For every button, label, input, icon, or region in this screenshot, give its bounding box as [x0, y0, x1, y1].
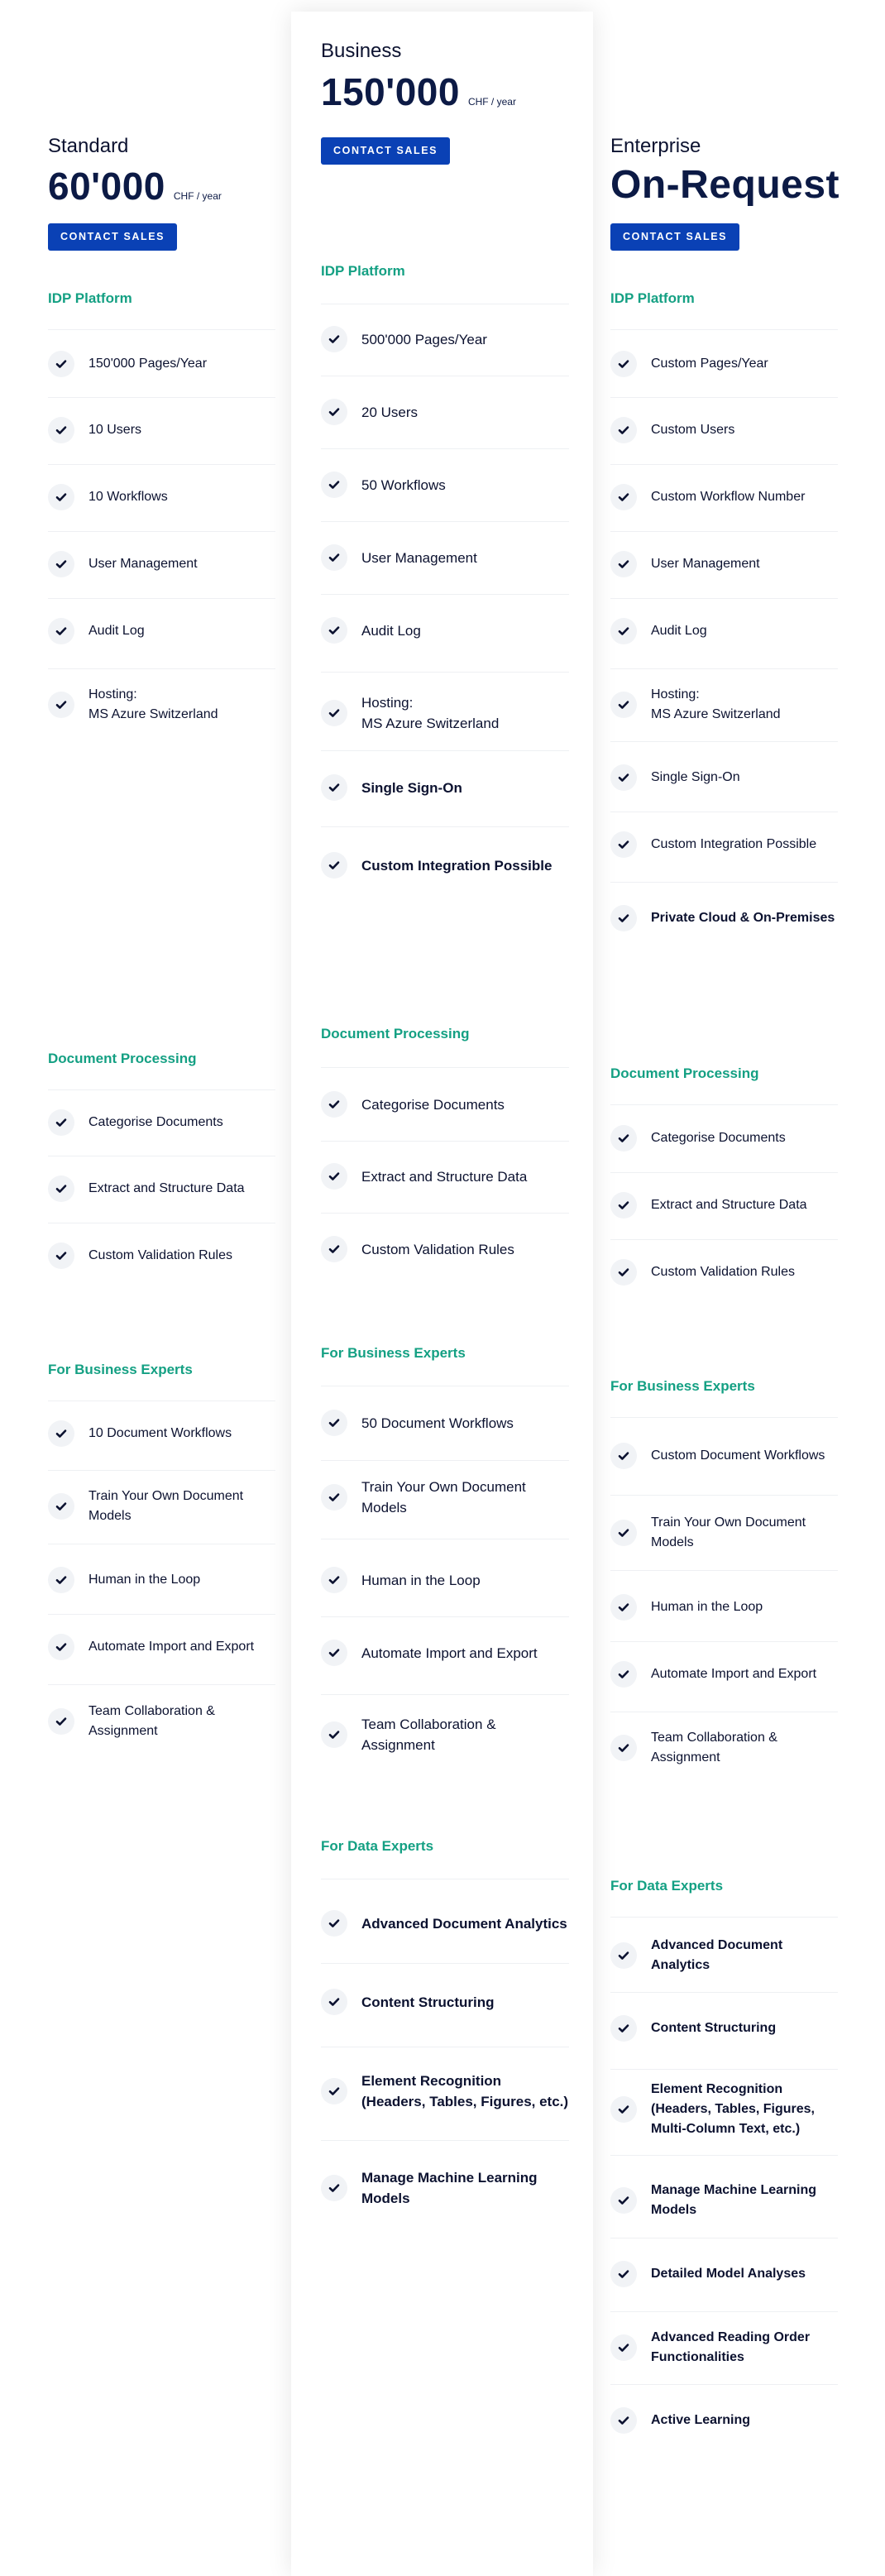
check-icon: [610, 2015, 637, 2042]
feature-label: Private Cloud & On-Premises: [651, 911, 835, 925]
feature-item: [321, 1898, 569, 1948]
feature-item: [610, 405, 838, 455]
divider: [321, 2140, 569, 2141]
feature-item: [321, 314, 569, 364]
feature-item: [48, 1098, 275, 1147]
check-icon: [610, 1192, 637, 1219]
divider: [610, 1641, 838, 1642]
feature-item: [321, 1152, 569, 1201]
feature-label: Train Your Own Document Models: [88, 1489, 244, 1523]
feature-item: [48, 1697, 275, 1746]
feature-item: [48, 606, 275, 656]
feature-item: [321, 2163, 569, 2213]
divider: [321, 1141, 569, 1142]
check-icon: [321, 700, 347, 726]
feature-item: [321, 1710, 569, 1760]
divider: [610, 1104, 838, 1105]
check-icon: [610, 905, 637, 931]
divider: [610, 1917, 838, 1918]
divider: [610, 1417, 838, 1418]
feature-label: Custom Document Workflows: [651, 1448, 825, 1463]
feature-item: [321, 688, 569, 738]
price-row: [610, 162, 840, 208]
feature-label-line: Hosting:: [651, 687, 700, 701]
feature-label: 10 Users: [88, 423, 142, 437]
check-icon: [48, 1420, 74, 1447]
feature-item: [48, 1409, 275, 1458]
feature-item: [610, 680, 838, 730]
check-icon: [610, 692, 637, 718]
divider: [321, 1213, 569, 1214]
feature-label: Custom Validation Rules: [88, 1248, 233, 1262]
feature-item: [610, 2396, 838, 2445]
divider: [48, 668, 275, 669]
divider: [610, 464, 838, 465]
feature-label: Human in the Loop: [651, 1600, 763, 1614]
section-heading-document-processing: Document Processing: [48, 1051, 197, 1066]
feature-label: Advanced Reading Order Functionalities: [651, 2330, 811, 2364]
feature-label: User Management: [88, 557, 198, 571]
feature-item: [610, 1247, 838, 1297]
check-icon: [48, 1243, 74, 1269]
check-icon: [610, 484, 637, 510]
feature-label: Extract and Structure Data: [88, 1181, 245, 1195]
check-icon: [321, 1567, 347, 1593]
check-icon: [321, 1091, 347, 1118]
section-heading-document-processing: Document Processing: [610, 1065, 759, 1081]
check-icon: [48, 551, 74, 577]
feature-label: 50 Document Workflows: [361, 1415, 514, 1431]
check-icon: [610, 1942, 637, 1969]
feature-label: Content Structuring: [361, 1994, 495, 2010]
contact-sales-button-standard[interactable]: CONTACT SALES: [48, 223, 177, 251]
feature-label: [361, 692, 499, 734]
feature-label: Extract and Structure Data: [651, 1198, 807, 1212]
check-icon: [321, 1721, 347, 1748]
divider: [321, 750, 569, 751]
check-icon: [321, 1236, 347, 1262]
check-icon: [610, 618, 637, 644]
divider: [610, 531, 838, 532]
divider: [321, 594, 569, 595]
divider: [48, 1684, 275, 1685]
feature-item: [321, 533, 569, 582]
check-icon: [48, 1708, 74, 1735]
divider: [610, 1239, 838, 1240]
price-row: [48, 164, 222, 208]
feature-label: Custom Integration Possible: [651, 837, 817, 851]
divider: [321, 1963, 569, 1964]
feature-item: [610, 339, 838, 389]
check-icon: [321, 617, 347, 644]
check-icon: [48, 417, 74, 443]
check-icon: [610, 2261, 637, 2287]
divider: [610, 1495, 838, 1496]
feature-item: [610, 2176, 838, 2225]
check-icon: [321, 2078, 347, 2104]
feature-label: Audit Log: [88, 624, 145, 638]
feature-item: [610, 539, 838, 589]
feature-label-line: MS Azure Switzerland: [361, 716, 500, 731]
plan-title: Business: [321, 40, 402, 62]
feature-item: [321, 1555, 569, 1605]
check-icon: [48, 692, 74, 718]
price-unit: CHF / year: [467, 96, 516, 108]
feature-label: Advanced Document Analytics: [651, 1938, 783, 1972]
feature-item: [321, 1628, 569, 1678]
divider: [321, 1616, 569, 1617]
check-icon: [321, 399, 347, 425]
check-icon: [610, 831, 637, 858]
feature-label: Custom Validation Rules: [651, 1265, 796, 1279]
divider: [321, 672, 569, 673]
feature-label-line: MS Azure Switzerland: [88, 707, 218, 721]
feature-label: [651, 685, 781, 725]
feature-label: Element Recognition (Headers, Tables, Figures, etc.): [361, 2073, 569, 2109]
feature-item: [321, 1080, 569, 1129]
feature-item: [610, 1508, 838, 1558]
feature-item: [321, 2066, 569, 2116]
feature-label: Custom Pages/Year: [651, 357, 768, 371]
feature-label-line: Hosting:: [361, 695, 414, 711]
divider: [610, 882, 838, 883]
check-icon: [321, 1484, 347, 1511]
feature-label: Team Collaboration & Assignment: [88, 1704, 215, 1738]
divider: [48, 1614, 275, 1615]
check-icon: [321, 472, 347, 498]
feature-label: Team Collaboration & Assignment: [361, 1717, 496, 1753]
check-icon: [48, 351, 74, 377]
feature-label: Content Structuring: [651, 2021, 777, 2035]
plan-title: Enterprise: [610, 135, 701, 157]
price-row: [321, 69, 516, 114]
section-heading-for-data-experts: For Data Experts: [321, 1838, 434, 1854]
feature-label: 10 Workflows: [88, 490, 168, 504]
feature-label: 50 Workflows: [361, 476, 446, 493]
check-icon: [610, 1259, 637, 1286]
contact-sales-button-business[interactable]: CONTACT SALES: [321, 137, 450, 165]
divider: [48, 598, 275, 599]
feature-label: Single Sign-On: [651, 770, 740, 784]
check-icon: [321, 1910, 347, 1937]
feature-label: Custom Integration Possible: [361, 857, 553, 874]
feature-label: Element Recognition (Headers, Tables, Figures, Multi-Column Text, etc.): [651, 2082, 815, 2136]
feature-item: [321, 1977, 569, 2027]
check-icon: [610, 2407, 637, 2434]
feature-label: Team Collaboration & Assignment: [651, 1731, 777, 1764]
divider: [610, 2069, 838, 2070]
check-icon: [321, 544, 347, 571]
feature-item: [610, 2249, 838, 2299]
divider: [610, 598, 838, 599]
plan-standard: [48, 0, 275, 2553]
feature-label: Human in the Loop: [88, 1573, 201, 1587]
plan-price: On-Request: [610, 163, 840, 207]
feature-item: [48, 1164, 275, 1214]
check-icon: [48, 618, 74, 644]
feature-item: [610, 2323, 838, 2373]
feature-label: Manage Machine Learning Models: [361, 2170, 538, 2206]
plan-price: 60'000: [48, 165, 165, 208]
feature-item: [48, 680, 275, 730]
feature-item: [48, 339, 275, 389]
divider: [610, 2155, 838, 2156]
check-icon: [610, 1735, 637, 1761]
feature-label: Custom Users: [651, 423, 735, 437]
check-icon: [48, 1634, 74, 1660]
divider: [321, 826, 569, 827]
feature-item: [610, 1723, 838, 1773]
check-icon: [610, 417, 637, 443]
feature-item: [610, 2082, 838, 2136]
feature-item: [610, 1582, 838, 1632]
feature-item: [48, 1231, 275, 1281]
check-icon: [48, 1567, 74, 1593]
price-unit: CHF / year: [173, 190, 222, 202]
feature-item: [321, 1472, 569, 1522]
feature-item: [610, 893, 838, 943]
feature-label: 10 Document Workflows: [88, 1426, 232, 1440]
feature-label: Custom Workflow Number: [651, 490, 806, 504]
feature-label: Automate Import and Export: [361, 1645, 538, 1661]
feature-item: [610, 1431, 838, 1481]
check-icon: [48, 1175, 74, 1202]
section-heading-for-business-experts: For Business Experts: [610, 1378, 755, 1394]
divider: [321, 1694, 569, 1695]
feature-label: Manage Machine Learning Models: [651, 2183, 817, 2217]
feature-label: Custom Validation Rules: [361, 1241, 514, 1257]
feature-item: [610, 820, 838, 869]
check-icon: [321, 1640, 347, 1666]
divider: [610, 2311, 838, 2312]
section-heading-idp-platform: IDP Platform: [321, 263, 405, 279]
feature-label: Categorise Documents: [361, 1096, 505, 1113]
feature-label-line: Hosting:: [88, 687, 137, 701]
feature-item: [610, 472, 838, 522]
feature-label-line: MS Azure Switzerland: [651, 707, 781, 721]
divider: [610, 397, 838, 398]
feature-item: [610, 2004, 838, 2053]
feature-item: [48, 1555, 275, 1605]
check-icon: [610, 1520, 637, 1546]
feature-item: [610, 606, 838, 656]
feature-item: [321, 460, 569, 510]
divider: [321, 521, 569, 522]
feature-label: Audit Log: [651, 624, 707, 638]
section-heading-document-processing: Document Processing: [321, 1026, 470, 1041]
feature-label: Audit Log: [361, 622, 421, 639]
feature-label: Categorise Documents: [651, 1131, 786, 1145]
feature-label: Human in the Loop: [361, 1572, 481, 1588]
divider: [610, 2384, 838, 2385]
check-icon: [610, 2334, 637, 2361]
feature-item: [610, 1180, 838, 1230]
feature-item: [321, 840, 569, 890]
feature-item: [48, 472, 275, 522]
contact-sales-button-enterprise[interactable]: CONTACT SALES: [610, 223, 739, 251]
check-icon: [610, 551, 637, 577]
check-icon: [610, 1125, 637, 1152]
check-icon: [610, 2187, 637, 2214]
divider: [48, 531, 275, 532]
divider: [321, 448, 569, 449]
feature-label: 150'000 Pages/Year: [88, 357, 208, 371]
check-icon: [321, 2175, 347, 2201]
section-heading-for-data-experts: For Data Experts: [610, 1878, 724, 1894]
check-icon: [321, 1410, 347, 1436]
check-icon: [610, 1594, 637, 1621]
divider: [610, 1570, 838, 1571]
divider: [610, 1172, 838, 1173]
feature-item: [610, 1650, 838, 1699]
feature-label: Automate Import and Export: [651, 1667, 817, 1681]
check-icon: [610, 1661, 637, 1688]
feature-item: [321, 1398, 569, 1448]
check-icon: [48, 1493, 74, 1520]
feature-label: Extract and Structure Data: [361, 1168, 528, 1185]
feature-label: [88, 685, 218, 725]
section-heading-for-business-experts: For Business Experts: [48, 1362, 193, 1377]
feature-label: User Management: [651, 557, 760, 571]
feature-item: [610, 753, 838, 802]
divider: [48, 1089, 275, 1090]
check-icon: [321, 774, 347, 801]
check-icon: [321, 326, 347, 352]
divider: [48, 397, 275, 398]
feature-label: User Management: [361, 549, 477, 566]
feature-item: [321, 606, 569, 655]
feature-item: [321, 387, 569, 437]
feature-item: [321, 1224, 569, 1274]
feature-item: [610, 1931, 838, 1980]
check-icon: [610, 2096, 637, 2123]
divider: [321, 1067, 569, 1068]
section-heading-idp-platform: IDP Platform: [610, 290, 695, 306]
feature-label: Advanced Document Analytics: [361, 1915, 567, 1932]
feature-item: [48, 1482, 275, 1531]
feature-item: [48, 405, 275, 455]
divider: [48, 329, 275, 330]
divider: [610, 668, 838, 669]
feature-label: Single Sign-On: [361, 779, 462, 796]
feature-label: 500'000 Pages/Year: [361, 331, 487, 347]
feature-item: [48, 1622, 275, 1672]
plan-price: 150'000: [321, 70, 460, 113]
check-icon: [321, 1989, 347, 2015]
divider: [321, 1460, 569, 1461]
check-icon: [610, 1443, 637, 1469]
feature-item: [610, 1113, 838, 1163]
divider: [610, 1992, 838, 1993]
feature-item: [48, 539, 275, 589]
check-icon: [48, 484, 74, 510]
check-icon: [48, 1109, 74, 1136]
section-heading-idp-platform: IDP Platform: [48, 290, 132, 306]
plan-enterprise: [610, 0, 838, 2553]
divider: [610, 329, 838, 330]
check-icon: [610, 351, 637, 377]
feature-label: Train Your Own Document Models: [361, 1479, 526, 1515]
check-icon: [321, 1163, 347, 1190]
divider: [48, 464, 275, 465]
feature-label: 20 Users: [361, 404, 419, 420]
feature-label: Train Your Own Document Models: [651, 1515, 806, 1549]
feature-label: Categorise Documents: [88, 1115, 223, 1129]
feature-label: Detailed Model Analyses: [651, 2267, 806, 2281]
check-icon: [610, 764, 637, 791]
section-heading-for-business-experts: For Business Experts: [321, 1345, 466, 1361]
feature-item: [321, 763, 569, 812]
divider: [610, 741, 838, 742]
plan-business: [321, 0, 569, 2553]
feature-label: Automate Import and Export: [88, 1640, 255, 1654]
feature-label: Active Learning: [651, 2413, 751, 2427]
check-icon: [321, 852, 347, 879]
plan-title: Standard: [48, 135, 129, 157]
divider: [48, 1470, 275, 1471]
